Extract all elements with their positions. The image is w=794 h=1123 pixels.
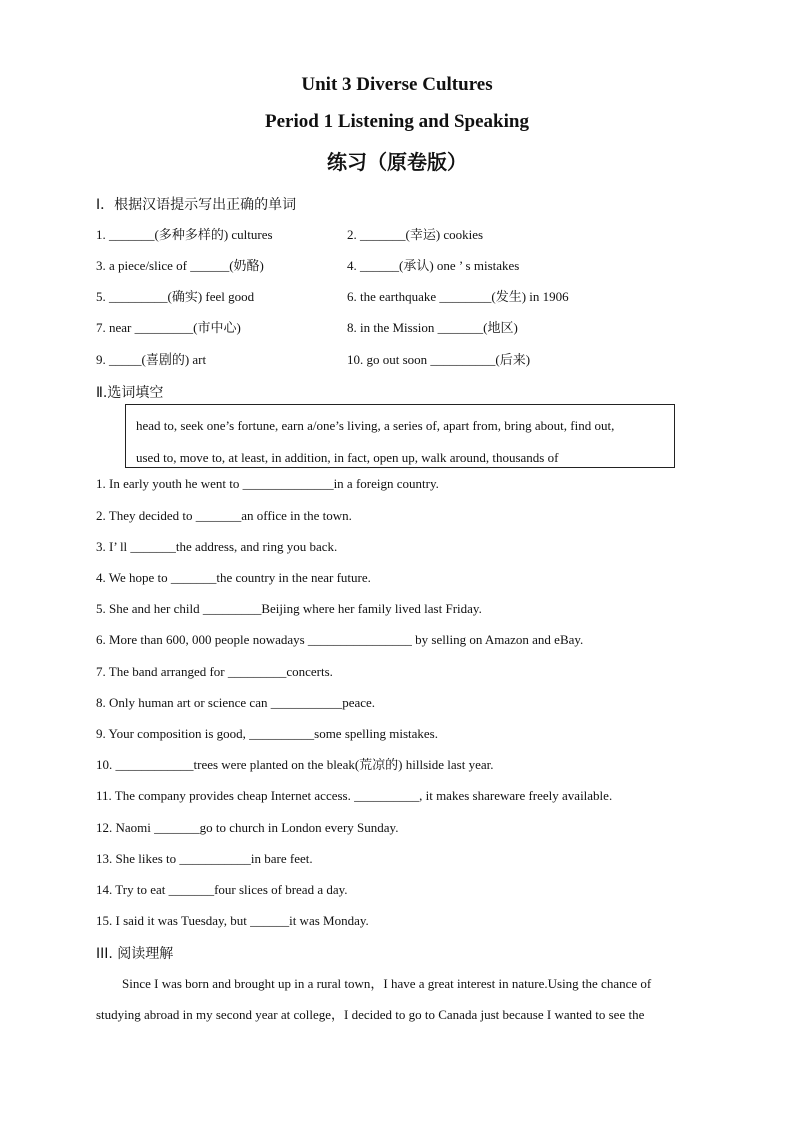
s1-item: 1. _______(多种多样的) cultures (96, 227, 273, 242)
s1-item: 8. in the Mission _______(地区) (347, 320, 518, 335)
word-box (125, 404, 675, 468)
s1-item: 3. a piece/slice of ______(奶酪) (96, 258, 264, 273)
s2-item: 9. Your composition is good, __________some spelling mistakes. (96, 726, 438, 741)
s2-item: 8. Only human art or science can ___________peace. (96, 695, 376, 710)
s1-item: 10. go out soon __________(后来) (347, 352, 531, 367)
s2-item: 11. The company provides cheap Internet access. __________, it makes shareware freely available. (96, 788, 613, 803)
word-box-line: head to, seek one’s fortune, earn a/one’s living, a series of, apart from, bring about, find out, (136, 418, 615, 433)
s2-item: 7. The band arranged for _________concerts. (96, 664, 333, 679)
s2-item: 3. I’ ll _______the address, and ring you back. (96, 539, 338, 554)
reading-paragraph-line: studying abroad in my second year at college，I decided to go to Canada just because I wanted to see the (96, 1007, 645, 1022)
s1-item: 6. the earthquake ________(发生) in 1906 (347, 289, 569, 304)
s2-item: 1. In early youth he went to ______________in a foreign country. (96, 476, 439, 491)
s1-item: 4. ______(承认) one ’ s mistakes (347, 258, 520, 273)
s1-item: 5. _________(确实) feel good (96, 289, 255, 304)
s1-item: 9. _____(喜剧的) art (96, 352, 207, 367)
section1-heading: Ⅰ．根据汉语提示写出正确的单词 (96, 197, 297, 213)
s2-item: 10. ____________trees were planted on the bleak(荒凉的) hillside last year. (96, 757, 494, 772)
s2-item: 14. Try to eat _______four slices of bread a day. (96, 882, 348, 897)
s2-item: 15. I said it was Tuesday, but ______it was Monday. (96, 913, 369, 928)
reading-paragraph-line: Since I was born and brought up in a rural town，I have a great interest in nature.Using the chance of (122, 976, 652, 991)
title-exercise: 练习（原卷版） (327, 150, 467, 174)
s2-item: 2. They decided to _______an office in the town. (96, 508, 352, 523)
s2-item: 12. Naomi _______go to church in London every Sunday. (96, 820, 399, 835)
s2-item: 6. More than 600, 000 people nowadays ________________ by selling on Amazon and eBay. (96, 632, 584, 647)
s1-item: 7. near _________(市中心) (96, 320, 241, 335)
s2-item: 13. She likes to ___________in bare feet. (96, 851, 313, 866)
word-box-line: used to, move to, at least, in addition, in fact, open up, walk around, thousands of (136, 450, 559, 465)
s2-item: 4. We hope to _______the country in the near future. (96, 570, 371, 585)
section2-heading: Ⅱ.选词填空 (96, 385, 164, 401)
s1-item: 2. _______(幸运) cookies (347, 227, 484, 242)
s2-item: 5. She and her child _________Beijing where her family lived last Friday. (96, 601, 482, 616)
section3-heading: III. 阅读理解 (96, 946, 174, 962)
title-unit: Unit 3 Diverse Cultures (301, 74, 493, 95)
title-period: Period 1 Listening and Speaking (265, 111, 529, 132)
